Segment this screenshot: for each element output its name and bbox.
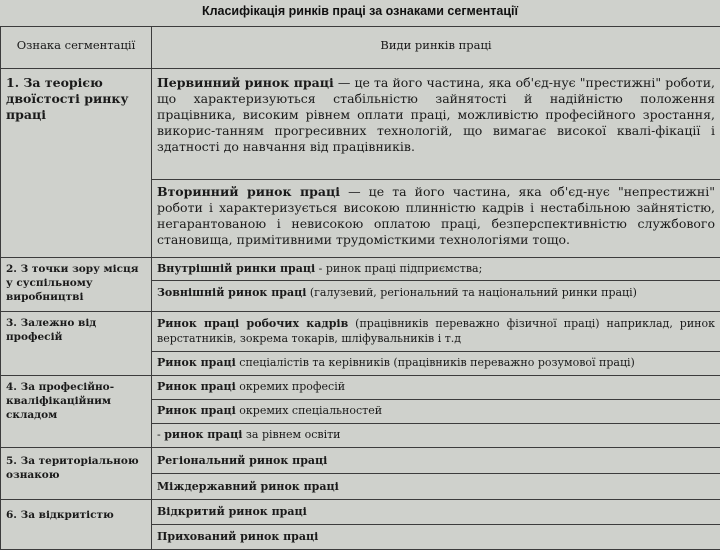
table-header-row [1, 27, 720, 69]
table-row [1, 69, 720, 180]
type-term: Ринок праці [157, 380, 236, 393]
page-title: Класифікація ринків праці за ознаками сегментації [0, 4, 720, 24]
type-term: Ринок праці [157, 356, 236, 369]
type-cell [152, 281, 720, 312]
type-cell [152, 258, 720, 281]
header-types: Види ринків праці [152, 27, 720, 69]
type-text: — це та його частина, яка об'єд-нує "непрестижні" роботи і характеризується високою плинністю кадрів і нестабільною зайнятістю, негарантованою і невисокою оплатою праці, безперспективністю службового становища, примітивними трудомісткими технологіями тощо. [157, 184, 715, 247]
row-sign: 3. Залежно від професій [1, 312, 152, 376]
type-cell [152, 376, 720, 400]
type-term: Прихований ринок праці [157, 530, 318, 543]
type-text: за рівнем освіти [242, 428, 340, 441]
row-sign: 2. З точки зору місця у суспільному виробництві [1, 258, 152, 312]
table-row [1, 312, 720, 352]
type-cell [152, 474, 720, 500]
type-text: - ринок праці підприємства; [315, 262, 482, 275]
type-text: спеціалістів та керівників (працівників переважно розумової праці) [236, 356, 635, 369]
type-term: Зовнішній ринок праці [157, 286, 306, 299]
type-prefix: - [157, 428, 164, 441]
type-text: окремих спеціальностей [236, 404, 382, 417]
type-cell [152, 424, 720, 448]
table-row [1, 500, 720, 525]
type-cell [152, 525, 720, 550]
type-term: Відкритий ринок праці [157, 505, 307, 518]
type-cell [152, 448, 720, 474]
type-term: Регіональний ринок праці [157, 454, 327, 467]
row-sign: 6. За відкритістю [1, 500, 152, 550]
table-row [1, 258, 720, 281]
type-cell [152, 500, 720, 525]
type-cell [152, 400, 720, 424]
type-text: (працівників переважно фізичної праці) наприклад, ринок верстатників, зокрема токарів, шліфувальників і т.д [157, 317, 715, 345]
type-term: Ринок праці [157, 404, 236, 417]
type-cell [152, 352, 720, 376]
type-text: окремих професій [236, 380, 345, 393]
type-cell [152, 179, 720, 257]
type-cell [152, 69, 720, 180]
table-row [1, 376, 720, 400]
row-sign: 5. За територіальною ознакою [1, 448, 152, 500]
segmentation-table [0, 26, 720, 550]
type-term: ринок праці [164, 428, 242, 441]
table-row [1, 448, 720, 474]
type-text: (галузевий, регіональний та національний ринки праці) [306, 286, 637, 299]
type-term: Вторинний ринок праці [157, 184, 340, 199]
type-cell [152, 312, 720, 352]
row-sign: 1. За теорією двоїстості ринку праці [1, 69, 152, 258]
type-term: Первинний ринок праці [157, 75, 334, 90]
type-term: Ринок праці робочих кадрів [157, 317, 348, 330]
row-sign: 4. За професійно-кваліфікаційним складом [1, 376, 152, 448]
type-term: Внутрішній ринки праці [157, 262, 315, 275]
type-term: Міждержавний ринок праці [157, 480, 339, 493]
type-text: — це та його частина, яка об'єд-нує "престижні" роботи, що характеризуються стабільністю зайнятості й надійністю положення працівника, високим рівнем оплати праці, можливістю професійного зростання, викорис-танням прогресивних технологій, що вимагає високої квалі-фікації і здатності до навчання від працівників. [157, 75, 715, 154]
header-sign: Ознака сегментації [1, 27, 152, 69]
